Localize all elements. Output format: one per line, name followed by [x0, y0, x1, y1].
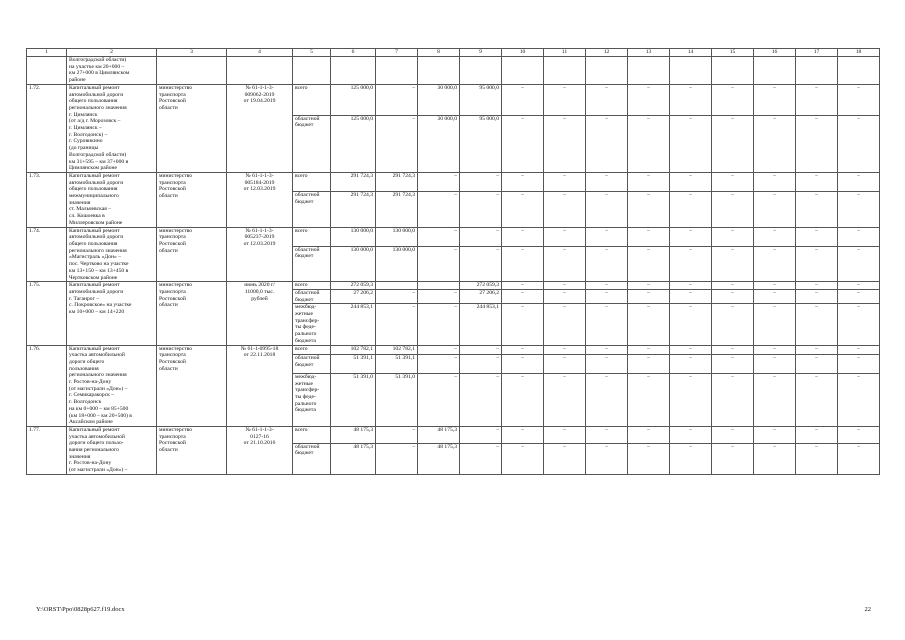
- year-amount-cell: 244 853,1: [460, 304, 502, 345]
- total-amount-cell: 291 724,3: [331, 172, 376, 191]
- column-number-18: 18: [838, 49, 880, 57]
- column-number-14: 14: [670, 49, 712, 57]
- project-document-cell: № 61-1-1-3- 0127-16 от 21.10.2016: [227, 426, 293, 474]
- year-amount-cell: –: [502, 345, 544, 355]
- year-amount-cell: –: [586, 191, 628, 227]
- year-amount-cell: –: [796, 191, 838, 227]
- total-amount-cell: 48 175,3: [331, 426, 376, 443]
- funding-source-cell: областной бюджет: [293, 115, 331, 172]
- column-number-1: 1: [27, 49, 67, 57]
- year-amount-cell: 291 724,3: [376, 191, 418, 227]
- year-amount-cell: –: [628, 345, 670, 355]
- year-amount-cell: –: [460, 373, 502, 426]
- year-amount-cell: –: [586, 355, 628, 374]
- year-amount-cell: –: [754, 115, 796, 172]
- year-amount-cell: –: [628, 246, 670, 282]
- year-amount-cell: –: [376, 426, 418, 443]
- table-row: [27, 282, 880, 290]
- year-amount-cell: –: [628, 227, 670, 246]
- year-amount-cell: –: [754, 172, 796, 191]
- year-amount-cell: –: [544, 304, 586, 345]
- year-amount-cell: –: [712, 443, 754, 474]
- year-amount-cell: –: [628, 426, 670, 443]
- column-number-5: 5: [293, 49, 331, 57]
- year-amount-cell: –: [628, 355, 670, 374]
- year-amount-cell: 130 000,0: [376, 227, 418, 246]
- year-amount-cell: –: [712, 304, 754, 345]
- year-amount-cell: –: [796, 84, 838, 115]
- year-amount-cell: –: [670, 227, 712, 246]
- year-amount-cell: 51 391,0: [376, 373, 418, 426]
- object-name-cell: Капитальный ремонт автомобильной дороги общего пользования регионального значения «Магистраль «Дон» – пос. Чертково на участке км 13+150 – км 13+450 в Чертковском районе: [67, 227, 157, 282]
- year-amount-cell: –: [544, 115, 586, 172]
- investment-table: [26, 48, 880, 475]
- row-number-cell: 1.77.: [27, 426, 67, 474]
- year-amount-cell: –: [754, 355, 796, 374]
- year-amount-cell: 51 391,1: [376, 355, 418, 374]
- year-amount-cell: –: [838, 84, 880, 115]
- year-amount-cell: –: [418, 191, 460, 227]
- funding-source-cell: всего: [293, 227, 331, 246]
- year-amount-cell: –: [712, 426, 754, 443]
- year-amount-cell: –: [544, 355, 586, 374]
- responsible-org-cell: министерство транспорта Ростовской области: [157, 84, 227, 172]
- year-amount-cell: –: [628, 304, 670, 345]
- column-number-11: 11: [544, 49, 586, 57]
- year-amount-cell: –: [628, 289, 670, 303]
- year-amount-cell: –: [670, 289, 712, 303]
- year-amount-cell: –: [460, 246, 502, 282]
- year-amount-cell: –: [796, 345, 838, 355]
- year-amount-cell: –: [418, 373, 460, 426]
- year-amount-cell: –: [544, 443, 586, 474]
- year-amount-cell: –: [796, 304, 838, 345]
- year-amount-cell: –: [460, 227, 502, 246]
- year-amount-cell: –: [544, 191, 586, 227]
- year-amount-cell: –: [670, 191, 712, 227]
- empty-cell: [376, 57, 418, 85]
- year-amount-cell: –: [838, 304, 880, 345]
- year-amount-cell: –: [670, 282, 712, 290]
- year-amount-cell: –: [670, 345, 712, 355]
- year-amount-cell: –: [670, 304, 712, 345]
- project-document-cell: № 61-1-1-3- 005237-2019 от 12.03.2019: [227, 227, 293, 282]
- year-amount-cell: –: [376, 304, 418, 345]
- year-amount-cell: –: [712, 373, 754, 426]
- year-amount-cell: 27 206,2: [460, 289, 502, 303]
- column-number-8: 8: [418, 49, 460, 57]
- year-amount-cell: –: [418, 227, 460, 246]
- year-amount-cell: –: [838, 191, 880, 227]
- year-amount-cell: –: [754, 345, 796, 355]
- year-amount-cell: –: [376, 84, 418, 115]
- table-row: [27, 84, 880, 115]
- year-amount-cell: –: [460, 172, 502, 191]
- year-amount-cell: –: [670, 172, 712, 191]
- year-amount-cell: –: [712, 227, 754, 246]
- empty-cell: [544, 57, 586, 85]
- object-name-cell: Капитальный ремонт участка автомобильной дороги общего пользования регионального значения г. Ростов-на-Дону (от магистрали «Дон») – г. Семикаракорск – г. Волгодонск на км 0+000 – км 85+500 (км 18+000 – км 20+500) в Аксайском районе: [67, 345, 157, 426]
- year-amount-cell: –: [796, 355, 838, 374]
- year-amount-cell: –: [544, 172, 586, 191]
- year-amount-cell: –: [586, 172, 628, 191]
- year-amount-cell: –: [796, 426, 838, 443]
- year-amount-cell: –: [754, 443, 796, 474]
- column-number-16: 16: [754, 49, 796, 57]
- year-amount-cell: –: [628, 172, 670, 191]
- year-amount-cell: –: [628, 191, 670, 227]
- row-number-cell: [27, 57, 67, 85]
- year-amount-cell: –: [586, 282, 628, 290]
- responsible-org-cell: министерство транспорта Ростовской области: [157, 282, 227, 345]
- year-amount-cell: –: [712, 289, 754, 303]
- empty-cell: [157, 57, 227, 85]
- year-amount-cell: –: [754, 426, 796, 443]
- year-amount-cell: –: [838, 246, 880, 282]
- total-amount-cell: 48 175,3: [331, 443, 376, 474]
- total-amount-cell: 125 000,0: [331, 115, 376, 172]
- year-amount-cell: –: [670, 246, 712, 282]
- year-amount-cell: –: [838, 345, 880, 355]
- total-amount-cell: 125 000,0: [331, 84, 376, 115]
- year-amount-cell: –: [712, 282, 754, 290]
- column-number-15: 15: [712, 49, 754, 57]
- year-amount-cell: –: [670, 84, 712, 115]
- year-amount-cell: –: [838, 373, 880, 426]
- year-amount-cell: –: [544, 289, 586, 303]
- year-amount-cell: –: [544, 84, 586, 115]
- year-amount-cell: –: [502, 282, 544, 290]
- row-number-cell: 1.75.: [27, 282, 67, 345]
- year-amount-cell: –: [712, 246, 754, 282]
- column-number-4: 4: [227, 49, 293, 57]
- year-amount-cell: –: [628, 84, 670, 115]
- year-amount-cell: –: [838, 426, 880, 443]
- empty-cell: [331, 57, 376, 85]
- project-document-cell: № 61-1-0995-18 от 22.11.2018: [227, 345, 293, 426]
- responsible-org-cell: министерство транспорта Ростовской области: [157, 345, 227, 426]
- year-amount-cell: –: [376, 115, 418, 172]
- row-number-cell: 1.73.: [27, 172, 67, 227]
- year-amount-cell: –: [460, 443, 502, 474]
- object-name-cell: Волгоградской области) на участке км 20+000 – км 27+000 в Цимлянском районе: [67, 57, 157, 85]
- empty-cell: [293, 57, 331, 85]
- year-amount-cell: –: [796, 246, 838, 282]
- year-amount-cell: –: [838, 227, 880, 246]
- year-amount-cell: –: [460, 345, 502, 355]
- year-amount-cell: –: [586, 115, 628, 172]
- year-amount-cell: –: [502, 191, 544, 227]
- year-amount-cell: –: [754, 227, 796, 246]
- year-amount-cell: –: [544, 227, 586, 246]
- column-number-13: 13: [628, 49, 670, 57]
- column-number-3: 3: [157, 49, 227, 57]
- year-amount-cell: 30 000,0: [418, 84, 460, 115]
- empty-cell: [502, 57, 544, 85]
- year-amount-cell: –: [670, 355, 712, 374]
- year-amount-cell: –: [670, 426, 712, 443]
- total-amount-cell: 102 782,1: [331, 345, 376, 355]
- project-document-cell: № 61-1-1-3- 009062-2019 от 19.04.2019: [227, 84, 293, 172]
- empty-cell: [227, 57, 293, 85]
- page-number: 22: [864, 606, 871, 613]
- column-number-9: 9: [460, 49, 502, 57]
- year-amount-cell: –: [544, 282, 586, 290]
- year-amount-cell: –: [502, 84, 544, 115]
- year-amount-cell: –: [544, 345, 586, 355]
- funding-source-cell: областной бюджет: [293, 191, 331, 227]
- total-amount-cell: 51 391,0: [331, 373, 376, 426]
- empty-cell: [586, 57, 628, 85]
- empty-cell: [418, 57, 460, 85]
- project-document-cell: июнь 2020 г/ 11000,0 тыс. рублей: [227, 282, 293, 345]
- year-amount-cell: –: [418, 289, 460, 303]
- row-number-cell: 1.72.: [27, 84, 67, 172]
- year-amount-cell: –: [796, 289, 838, 303]
- year-amount-cell: –: [586, 289, 628, 303]
- year-amount-cell: [376, 282, 418, 290]
- year-amount-cell: –: [460, 426, 502, 443]
- year-amount-cell: 48 175,3: [418, 426, 460, 443]
- year-amount-cell: –: [418, 304, 460, 345]
- table-row: [27, 426, 880, 443]
- table-row: [27, 172, 880, 191]
- object-name-cell: Капитальный ремонт автомобильной дороги общего пользования межмуниципального значения ст. Мальчевская – сл. Кошоевка в Миллеровском районе: [67, 172, 157, 227]
- year-amount-cell: –: [712, 115, 754, 172]
- funding-source-cell: областной бюджет: [293, 289, 331, 303]
- year-amount-cell: –: [502, 355, 544, 374]
- year-amount-cell: –: [712, 191, 754, 227]
- year-amount-cell: –: [796, 373, 838, 426]
- empty-cell: [838, 57, 880, 85]
- column-number-7: 7: [376, 49, 418, 57]
- year-amount-cell: –: [502, 289, 544, 303]
- column-number-2: 2: [67, 49, 157, 57]
- year-amount-cell: –: [754, 373, 796, 426]
- year-amount-cell: 102 782,1: [376, 345, 418, 355]
- year-amount-cell: –: [502, 227, 544, 246]
- column-number-10: 10: [502, 49, 544, 57]
- project-document-cell: № 61-1-1-3- 005184-2019 от 12.03.2019: [227, 172, 293, 227]
- year-amount-cell: –: [838, 443, 880, 474]
- year-amount-cell: –: [754, 289, 796, 303]
- column-number-12: 12: [586, 49, 628, 57]
- empty-cell: [712, 57, 754, 85]
- table-row-continuation: [27, 57, 880, 85]
- funding-source-cell: областной бюджет: [293, 246, 331, 282]
- object-name-cell: Капитальный ремонт автомобильной дороги общего пользования регионального значения г. Цимлянск (от а/д г. Морозовск – г. Цимлянск – г. Волгодонск) – г. Суровикино (до границы Волгоградской области) км 31+595 – км 37+000 в Цимлянском районе: [67, 84, 157, 172]
- year-amount-cell: –: [586, 304, 628, 345]
- year-amount-cell: –: [376, 443, 418, 474]
- year-amount-cell: –: [460, 191, 502, 227]
- year-amount-cell: –: [460, 355, 502, 374]
- table-row: [27, 227, 880, 246]
- table-row: [27, 345, 880, 355]
- year-amount-cell: –: [754, 246, 796, 282]
- year-amount-cell: 130 000,0: [376, 246, 418, 282]
- year-amount-cell: 291 724,3: [376, 172, 418, 191]
- row-number-cell: 1.76.: [27, 345, 67, 426]
- year-amount-cell: [418, 282, 460, 290]
- year-amount-cell: –: [628, 282, 670, 290]
- year-amount-cell: –: [754, 282, 796, 290]
- funding-source-cell: межбюд- жетные трансфер- ты феде- рального бюджета: [293, 373, 331, 426]
- total-amount-cell: 272 059,3: [331, 282, 376, 290]
- funding-source-cell: всего: [293, 282, 331, 290]
- year-amount-cell: –: [670, 373, 712, 426]
- year-amount-cell: –: [418, 345, 460, 355]
- year-amount-cell: 272 059,3: [460, 282, 502, 290]
- year-amount-cell: –: [796, 443, 838, 474]
- year-amount-cell: –: [838, 282, 880, 290]
- year-amount-cell: –: [712, 345, 754, 355]
- responsible-org-cell: министерство транспорта Ростовской области: [157, 426, 227, 474]
- column-number-6: 6: [331, 49, 376, 57]
- funding-source-cell: всего: [293, 172, 331, 191]
- year-amount-cell: –: [754, 84, 796, 115]
- column-number-17: 17: [796, 49, 838, 57]
- empty-cell: [460, 57, 502, 85]
- year-amount-cell: –: [838, 289, 880, 303]
- year-amount-cell: –: [502, 115, 544, 172]
- year-amount-cell: –: [502, 373, 544, 426]
- year-amount-cell: –: [418, 355, 460, 374]
- total-amount-cell: 27 206,2: [331, 289, 376, 303]
- empty-cell: [754, 57, 796, 85]
- empty-cell: [628, 57, 670, 85]
- year-amount-cell: –: [502, 304, 544, 345]
- responsible-org-cell: министерство транспорта Ростовской области: [157, 227, 227, 282]
- year-amount-cell: 95 000,0: [460, 84, 502, 115]
- year-amount-cell: –: [586, 84, 628, 115]
- funding-source-cell: всего: [293, 84, 331, 115]
- year-amount-cell: –: [502, 443, 544, 474]
- year-amount-cell: –: [628, 115, 670, 172]
- year-amount-cell: –: [502, 246, 544, 282]
- year-amount-cell: –: [838, 115, 880, 172]
- document-file-path: Y:\ORST\Ppo\0828p627.f19.docx: [36, 606, 125, 613]
- total-amount-cell: 291 724,3: [331, 191, 376, 227]
- object-name-cell: Капитальный ремонт автомобильной дороги г. Таганрог – с. Покровское» на участке км 10+000 – км 14+220: [67, 282, 157, 345]
- year-amount-cell: –: [502, 426, 544, 443]
- funding-source-cell: областной бюджет: [293, 355, 331, 374]
- year-amount-cell: –: [586, 345, 628, 355]
- year-amount-cell: –: [670, 115, 712, 172]
- year-amount-cell: 30 000,0: [418, 115, 460, 172]
- year-amount-cell: –: [502, 172, 544, 191]
- total-amount-cell: 244 853,1: [331, 304, 376, 345]
- year-amount-cell: –: [628, 373, 670, 426]
- year-amount-cell: –: [544, 246, 586, 282]
- object-name-cell: Капитальный ремонт участка автомобильной дороги общего пользо- вания регионального значения г. Ростов-на-Дону (от магистрали «Дон») –: [67, 426, 157, 474]
- year-amount-cell: –: [418, 246, 460, 282]
- year-amount-cell: –: [418, 172, 460, 191]
- year-amount-cell: –: [712, 172, 754, 191]
- total-amount-cell: 51 391,1: [331, 355, 376, 374]
- empty-cell: [670, 57, 712, 85]
- funding-source-cell: межбюд- жетные трансфер- ты феде- рального бюджета: [293, 304, 331, 345]
- year-amount-cell: –: [796, 115, 838, 172]
- year-amount-cell: –: [586, 426, 628, 443]
- year-amount-cell: –: [628, 443, 670, 474]
- funding-source-cell: областной бюджет: [293, 443, 331, 474]
- year-amount-cell: –: [376, 289, 418, 303]
- year-amount-cell: –: [586, 443, 628, 474]
- funding-source-cell: всего: [293, 345, 331, 355]
- year-amount-cell: –: [838, 172, 880, 191]
- year-amount-cell: –: [586, 246, 628, 282]
- year-amount-cell: –: [544, 373, 586, 426]
- year-amount-cell: –: [586, 227, 628, 246]
- year-amount-cell: –: [754, 191, 796, 227]
- year-amount-cell: –: [796, 227, 838, 246]
- year-amount-cell: –: [670, 443, 712, 474]
- responsible-org-cell: министерство транспорта Ростовской области: [157, 172, 227, 227]
- year-amount-cell: –: [712, 84, 754, 115]
- year-amount-cell: 95 000,0: [460, 115, 502, 172]
- year-amount-cell: –: [586, 373, 628, 426]
- row-number-cell: 1.74.: [27, 227, 67, 282]
- year-amount-cell: –: [544, 426, 586, 443]
- year-amount-cell: –: [754, 304, 796, 345]
- year-amount-cell: –: [796, 172, 838, 191]
- year-amount-cell: –: [838, 355, 880, 374]
- column-number-row: [27, 49, 880, 57]
- total-amount-cell: 130 000,0: [331, 246, 376, 282]
- year-amount-cell: –: [712, 355, 754, 374]
- year-amount-cell: 48 175,3: [418, 443, 460, 474]
- year-amount-cell: –: [796, 282, 838, 290]
- total-amount-cell: 130 000,0: [331, 227, 376, 246]
- empty-cell: [796, 57, 838, 85]
- funding-source-cell: всего: [293, 426, 331, 443]
